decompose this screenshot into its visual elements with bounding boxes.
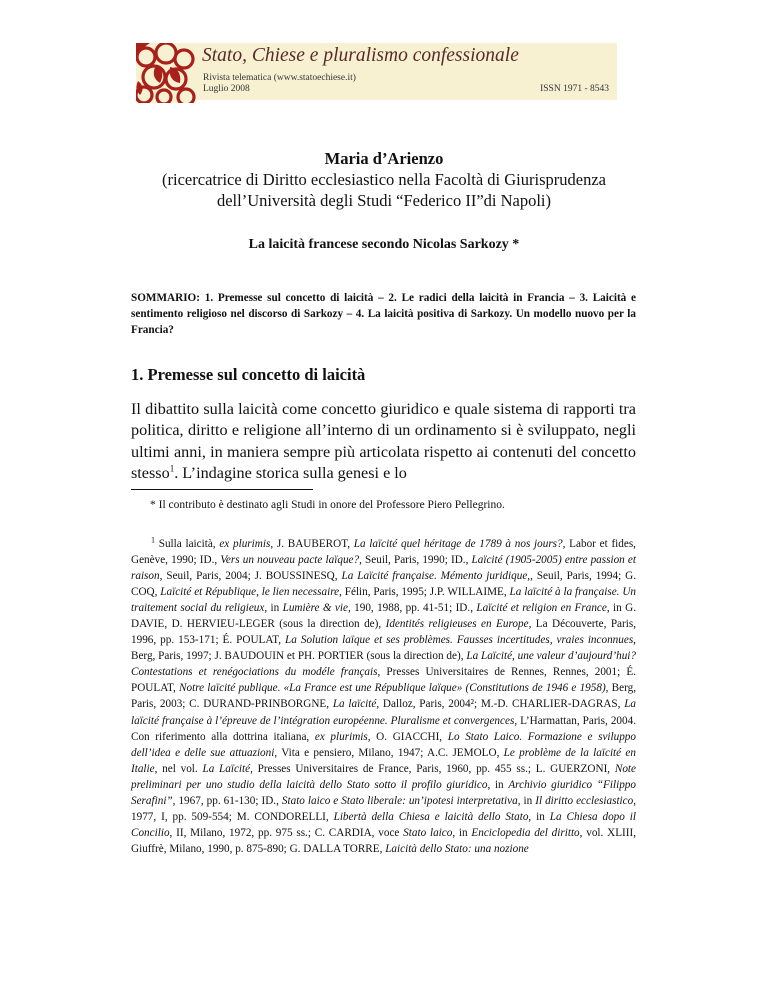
footnote-1-segment: , J. BAUBEROT, (270, 538, 354, 550)
footnote-1-segment: Le problème de la laïcité en Italie (131, 746, 636, 775)
footnote-1-segment: Laïcité (1905-2005) entre passion et raison (131, 554, 636, 583)
footnote-1-segment: , II, Milano, 1972, pp. 975 ss.; C. CARDIA, voce (169, 826, 404, 839)
body-paragraph (131, 399, 636, 484)
footnote-1-segment: Lumière & vie (282, 602, 348, 615)
journal-date: Luglio 2008 (203, 84, 250, 94)
footnote-1-segment: , Seuil, Paris, 1994; G. COQ, (131, 570, 637, 599)
footnote-1-segment: , L’Harmattan, Paris, 2004. Con riferimento alla dottrina italiana, (131, 714, 636, 743)
footnote-1-segment: , Labor et fides, Genève, 1990; ID., (131, 538, 636, 567)
footnote-1-segment: , La Découverte, Paris, 1996, pp. 153-171; É. POULAT, (131, 618, 636, 647)
footnote-1-segment: , in (264, 602, 283, 615)
footnote-1-segment: Archivio giuridico “Filippo Serafini” (131, 778, 636, 807)
journal-header (136, 43, 617, 100)
footnote-1-segment: Vers un nouveau pacte laïque? (220, 554, 360, 567)
footnote-1-segment: , in (528, 810, 550, 823)
footnote-1-segment: La laïcité à la française. Un traitement social du religieux (131, 586, 636, 615)
author-affiliation-line1: (ricercatrice di Diritto ecclesiastico nella Facoltà di Giurisprudenza (162, 170, 606, 189)
footnote-1-segment: Note preliminari per uno studio della laicità dello Stato sotto il profilo giuridico (131, 762, 637, 791)
footnote-1-segment: ., (273, 794, 282, 807)
footnote-1-text (131, 538, 636, 855)
footnote-1-segment: Libertà della Chiesa e laicità dello Stato (333, 810, 529, 823)
footnote-1-segment: La Chiesa dopo il Concilio (131, 810, 637, 839)
footnote-1-segment: ex plurimis (314, 730, 368, 743)
body-text-b: . L’indagine storica sulla genesi e lo (174, 463, 407, 482)
footnote-1-segment: , O. GIACCHI, (367, 730, 448, 743)
footnote-1-segment: Enciclopedia del diritto (471, 826, 580, 839)
footnote-1-segment: , Presses Universitaires de Rennes, Rennes, 2001; É. POULAT, (131, 666, 636, 695)
footnote-1-segment: , 190, 1988, pp. 41-51; I (347, 602, 460, 615)
footnote-1-segment: D (265, 794, 274, 807)
footnote-1-segment: ex plurimis (219, 538, 271, 550)
footnote-1-segment: La Laïcité (202, 762, 251, 775)
footnote-1-segment: , in (452, 826, 472, 839)
summary: SOMMARIO: 1. Premesse sul concetto di laicità – 2. Le radici della laicità in Francia – 3. Laicità e sentimento religioso nel discorso di Sarkozy – 4. La laicità positiva di Sarkozy. Un modello nuovo per la Francia? (131, 292, 636, 336)
journal-title: Stato, Chiese e pluralismo confessionale (202, 45, 519, 66)
author-affiliation-line2: dell’Università degli Studi “Federico II”di Napoli) (216, 191, 552, 210)
footnote-1-segment: Notre laïcité publique. «La France est une République laïque» (Constitutions de 1946 e 1958) (179, 682, 606, 695)
journal-subtitle-block (203, 73, 356, 95)
footnote-1-segment: Berg, Paris, 1997; J. BAUDOUIN et PH. PORTIER (sous la direction de), (131, 650, 467, 663)
footnote-1-segment: , Seuil, Paris, 1990; ID., (359, 554, 472, 567)
footnote-ref[interactable]: 1 (169, 463, 175, 474)
footnote-1-segment: , Berg, Paris, 2003; C. DURAND-PRINBORGNE, (131, 682, 636, 711)
body-text-a: Il dibattito sulla laicità come concetto giuridico e quale sistema di rapporti tra politica, diritto e religione all’interno di un ordinamento si è sviluppato, negli ultimi anni, in maniera sempre più articolata rispetto ai contenuti del concetto stesso (131, 400, 636, 482)
footnote-1-segment: ., (467, 602, 477, 615)
footnote-1-segment: , in (487, 778, 509, 791)
footnote-1-segment: , in (517, 794, 536, 807)
footnote-1-segment: , Seuil, Paris, 2004; J. BOUSSINESQ, (159, 570, 342, 583)
footnote-1-segment: La Laïcité française. Mémento juridique, (341, 570, 531, 583)
article-title: La laicità francese secondo Nicolas Sarkozy * (248, 237, 520, 252)
footnote-1-mark: 1 (151, 535, 155, 545)
footnote-1-segment: La laïcité quel héritage de 1789 à nos jours? (353, 538, 563, 550)
footnote-1-segment: D (459, 602, 468, 615)
footnote-1-segment: , Dalloz, Paris, 2004²; M.-D. CHARLIER-DAGRAS, (376, 698, 625, 711)
footnote-1-segment: Stato laico (403, 826, 453, 839)
footnote-1-segment: Laïcité et religion en France (476, 602, 607, 615)
footnote-1-segment: , 1967, pp. 61-130; I (172, 794, 266, 807)
footnote-1-segment: Laicità dello Stato: una nozione (385, 842, 529, 855)
footnote-1-segment: Il diritto ecclesiastico (535, 794, 634, 807)
footnote-1-segment: , Félin, Paris, 1995; J.P. WILLAIME, (339, 586, 510, 599)
footnote-1-segment: Lo Stato Laico. Formazione e sviluppo dell’idea e delle sue attuazioni (131, 730, 636, 759)
footnote-star: * Il contributo è destinato agli Studi in onore del Professore Piero Pellegrino. (150, 499, 505, 511)
footnote-1 (131, 536, 636, 857)
journal-issn: ISSN 1971 - 8543 (540, 84, 609, 94)
journal-subtitle: Rivista telematica (www.statoechiese.it) (203, 73, 356, 83)
footnote-1-segment: Sulla laicità, (155, 538, 220, 550)
footnote-1-segment: Identités religieuses en Europe (385, 618, 529, 631)
footnote-1-segment: , 1977, I, pp. 509-554; M. CONDORELLI, (131, 794, 637, 823)
footnote-1-segment: La Solution laïque et ses problèmes. Fausses incertitudes, vraies inconnues, (285, 634, 636, 647)
footnote-1-segment: La laïcité (332, 698, 377, 711)
footnote-1-segment: , Vita e pensiero, Milano, 1947; A.C. JEMOLO, (274, 746, 504, 759)
author-block (0, 148, 768, 211)
section-heading: 1. Premesse sul concetto di laicità (131, 365, 366, 384)
footnote-1-segment: , nel vol. (154, 762, 203, 775)
footnote-1-segment: , Presses Universitaires de France, Paris, 1960, pp. 455 ss.; L. GUERZONI, (250, 762, 615, 775)
footnote-1-segment: , in G. DAVIE, D. HERVIEU-LEGER (sous la direction de), (131, 602, 636, 631)
footnote-1-segment: , vol. XLIII, Giuffrè, Milano, 1990, p. 875-890; G. DALLA TORRE, (131, 826, 637, 855)
footnote-divider (131, 489, 313, 490)
footnote-1-segment: Stato laico e Stato liberale: un’ipotesi interpretativa (281, 794, 518, 807)
author-name: Maria d’Arienzo (324, 149, 444, 168)
footnote-1-segment: La laïcité française à l’épreuve de l’intégration européenne. Pluralisme et convergences (131, 698, 637, 727)
journal-logo-icon (136, 43, 196, 103)
footnote-1-segment: Laïcité et République, le lien necessaire (160, 586, 340, 599)
footnote-1-segment: La Laïcité, une valeur d’aujourd’hui? Contestations et renégociations du modéle français (131, 650, 636, 679)
